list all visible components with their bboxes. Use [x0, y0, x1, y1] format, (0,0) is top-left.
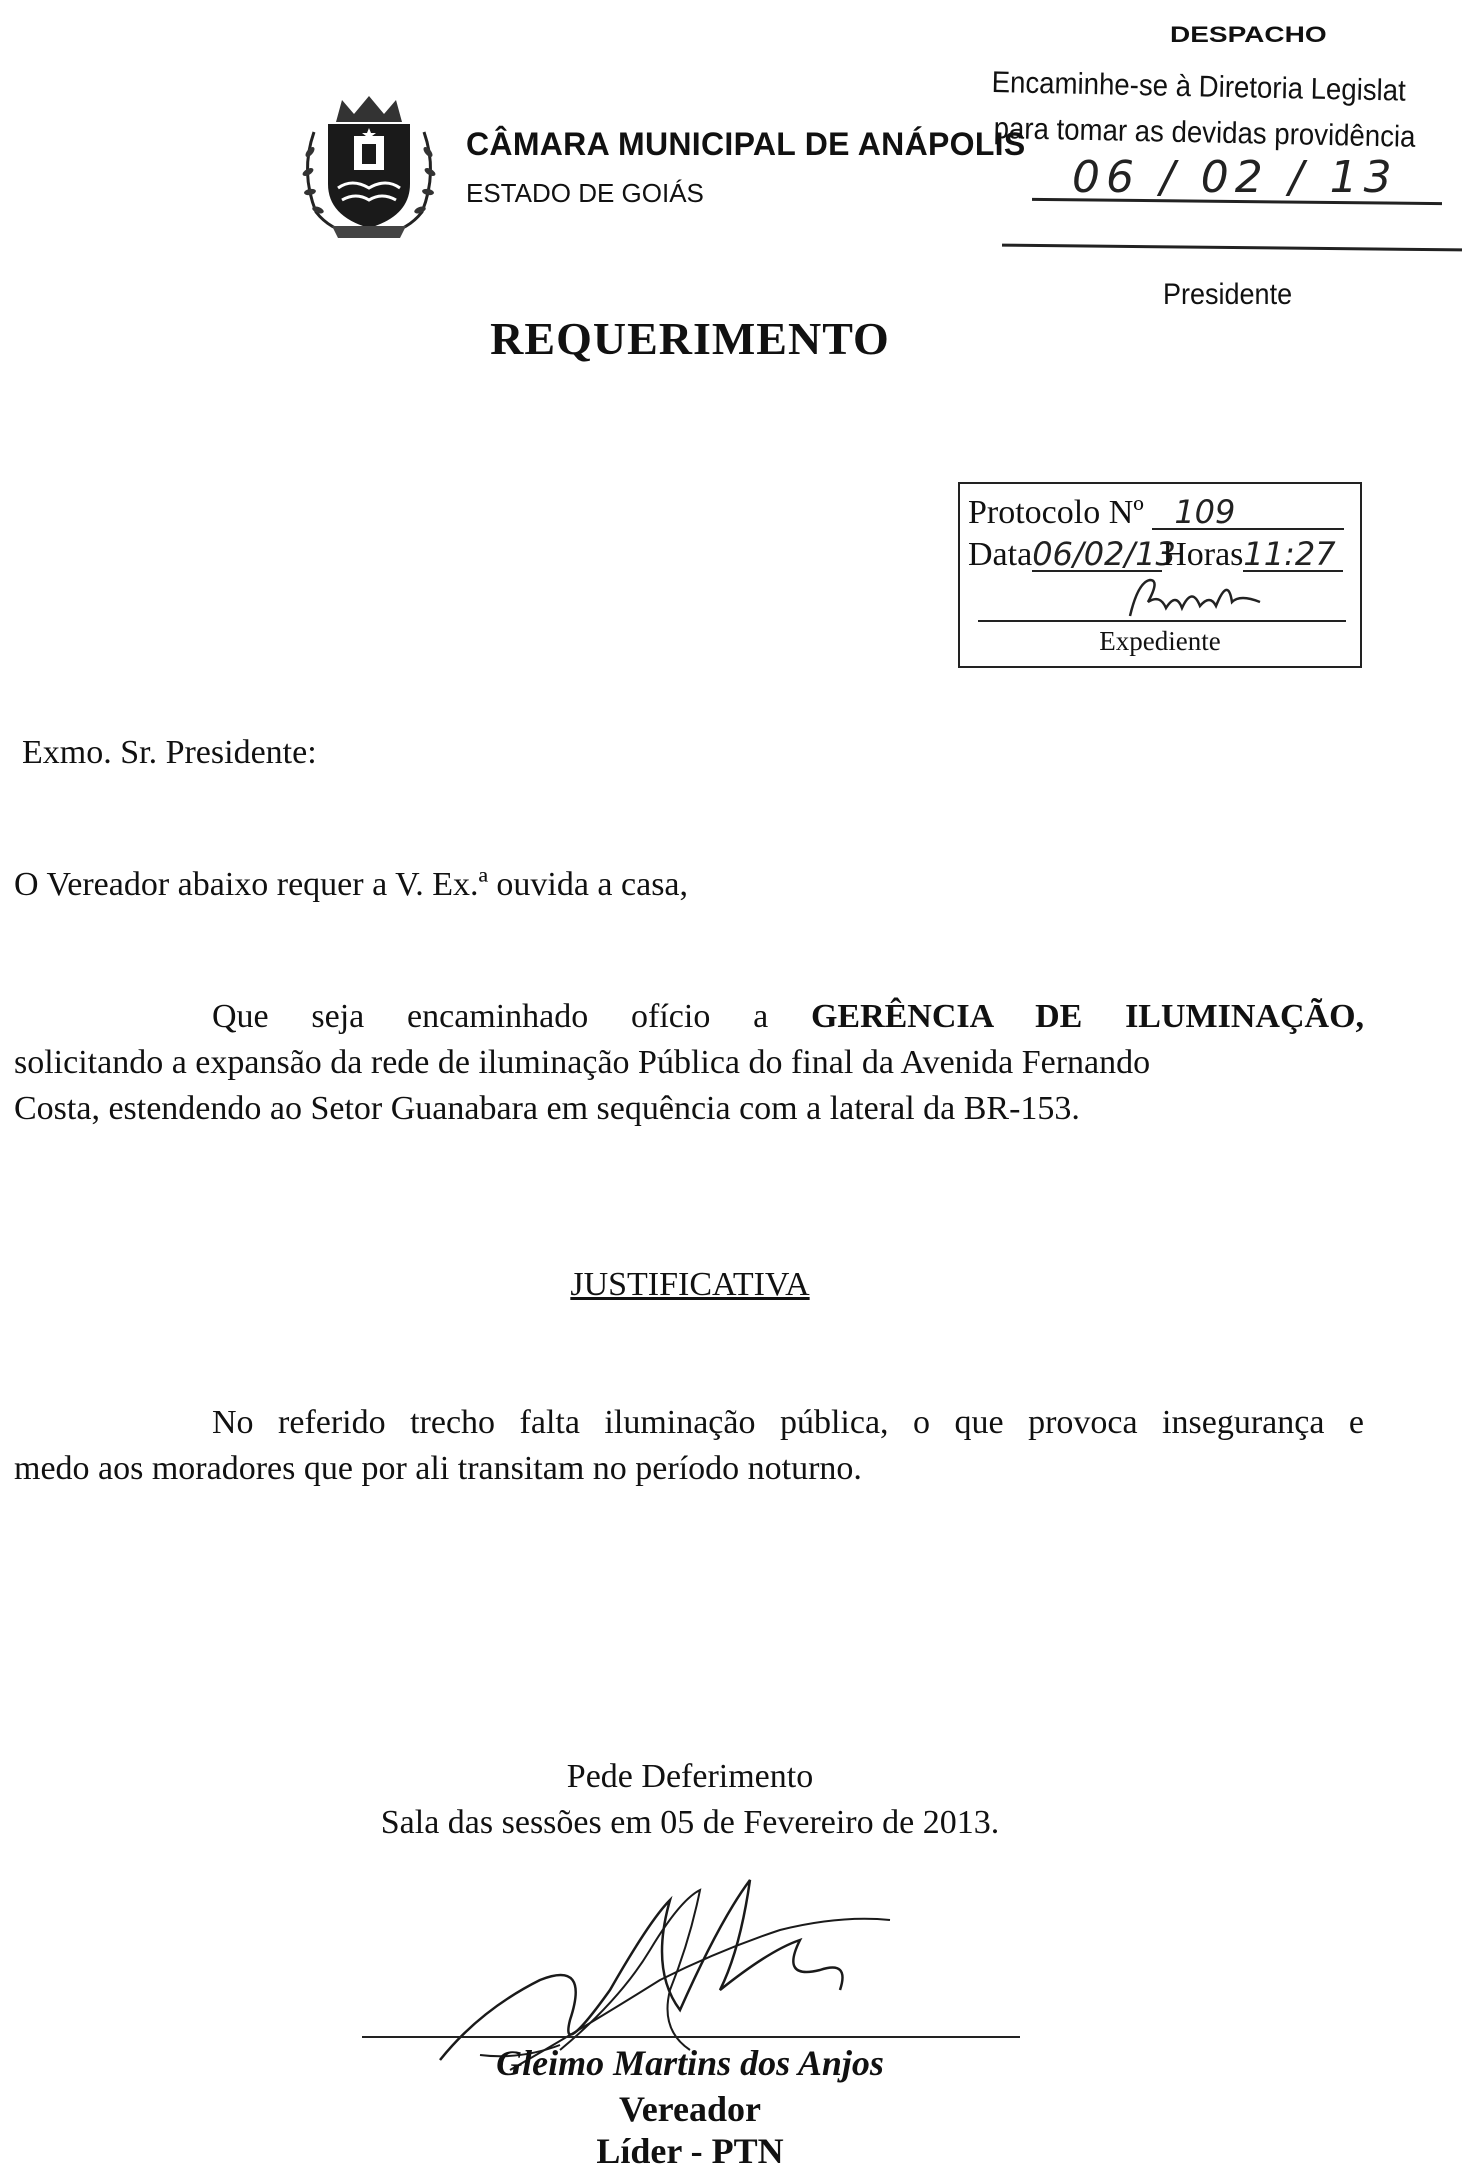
- protocol-date-label: Data: [968, 536, 1033, 573]
- request-line-1: [14, 994, 1364, 1040]
- despacho-title: DESPACHO: [1170, 22, 1327, 47]
- signer-role: Vereador: [619, 2089, 761, 2129]
- protocol-date-row: [968, 536, 1343, 574]
- despacho-signature-rule: [1002, 244, 1462, 252]
- document-title: REQUERIMENTO: [490, 313, 890, 364]
- protocol-footer: Expediente: [1099, 626, 1221, 656]
- request-line-2: solicitando a expansão da rede de iluminação Pública do final da Avenida Fernando: [14, 1044, 1151, 1081]
- intro-paragraph: O Vereador abaixo requer a V. Ex.ª ouvida a casa,: [14, 866, 689, 903]
- request-paragraph: [14, 994, 1364, 1132]
- signer-party: Líder - PTN: [596, 2131, 784, 2171]
- despacho-signer: Presidente: [1163, 278, 1293, 310]
- closing-place-date: Sala das sessões em 05 de Fevereiro de 2013.: [380, 1804, 1000, 1841]
- protocol-initials-signature: [1120, 572, 1270, 622]
- despacho-date: 06 / 02 / 13: [1072, 152, 1398, 203]
- org-name: CÂMARA MUNICIPAL DE ANÁPOLIS: [466, 126, 1026, 162]
- closing-request: Pede Deferimento: [566, 1758, 814, 1795]
- protocol-hour-label: Horas: [1162, 536, 1244, 573]
- protocol-date-value: 06/02/13: [1032, 535, 1176, 573]
- request-start: Que seja encaminhado ofício a: [212, 998, 769, 1035]
- protocol-number-value: 109: [1152, 496, 1344, 530]
- justification-line-1: No referido trecho falta iluminação pública, o que provoca insegurança e: [212, 1404, 1364, 1441]
- signature-rule: [362, 2036, 1020, 2038]
- justification-line-2: medo aos moradores que por ali transitam no período noturno.: [14, 1450, 862, 1487]
- protocol-signature-rule: [978, 620, 1346, 622]
- justification-heading: JUSTIFICATIVA: [570, 1266, 810, 1303]
- signer-name: Gleimo Martins dos Anjos: [496, 2043, 884, 2083]
- protocol-hour-value: 11:27: [1243, 538, 1343, 572]
- protocol-stamp: [958, 482, 1362, 668]
- municipal-coat-of-arms-icon: [296, 92, 442, 242]
- org-state: ESTADO DE GOIÁS: [466, 178, 704, 208]
- justification-paragraph: [14, 1400, 1364, 1492]
- despacho-line-1: Encaminhe-se à Diretoria Legislat: [991, 66, 1407, 108]
- request-recipient: GERÊNCIA DE ILUMINAÇÃO,: [810, 998, 1365, 1035]
- protocol-number-row: [968, 494, 1344, 532]
- request-line-3: Costa, estendendo ao Setor Guanabara em sequência com a lateral da BR-153.: [14, 1090, 1080, 1127]
- despacho-line-2: para tomar as devidas providência: [993, 112, 1416, 154]
- despacho-stamp: [980, 20, 1472, 310]
- salutation: Exmo. Sr. Presidente:: [22, 734, 317, 771]
- protocol-number-label: Protocolo Nº: [968, 494, 1144, 531]
